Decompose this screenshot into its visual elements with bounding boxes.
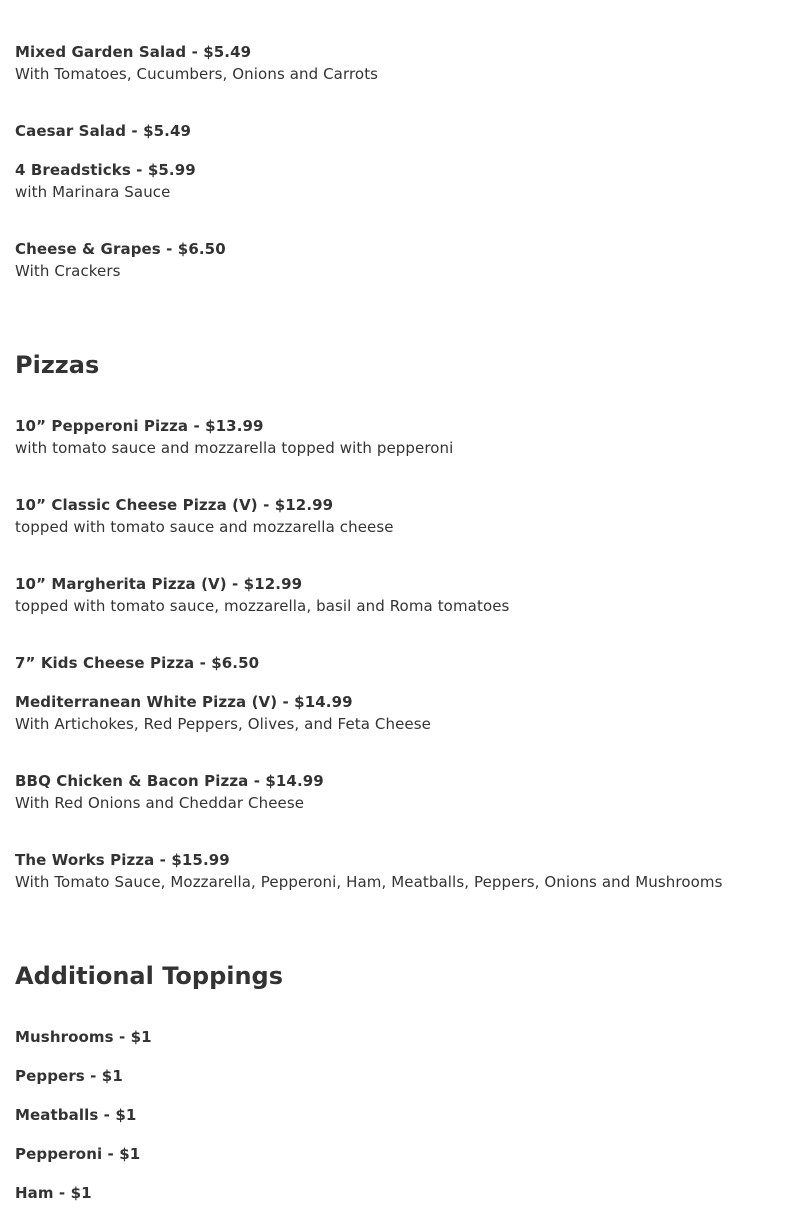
menu-item-description: With Crackers (15, 262, 121, 280)
section-heading-pizzas: Pizzas (15, 351, 100, 379)
topping-item-title: Pepperoni - $1 (15, 1145, 141, 1163)
topping-item-title: Meatballs - $1 (15, 1106, 137, 1124)
section-heading-toppings: Additional Toppings (15, 962, 284, 990)
menu-item-title: 10” Pepperoni Pizza - $13.99 (15, 417, 264, 435)
menu-item-description: With Tomato Sauce, Mozzarella, Pepperoni, Ham, Meatballs, Peppers, Onions and Mushrooms (15, 873, 723, 891)
menu-item-title: 4 Breadsticks - $5.99 (15, 161, 196, 179)
menu-item-description: With Red Onions and Cheddar Cheese (15, 794, 305, 812)
topping-item-title: Peppers - $1 (15, 1067, 123, 1085)
menu-item-title: Mediterranean White Pizza (V) - $14.99 (15, 693, 353, 711)
menu-item-description: topped with tomato sauce and mozzarella cheese (15, 518, 394, 536)
menu-item-description: With Artichokes, Red Peppers, Olives, and Feta Cheese (15, 715, 432, 733)
menu-item-title: BBQ Chicken & Bacon Pizza - $14.99 (15, 772, 324, 790)
menu-item-description: With Tomatoes, Cucumbers, Onions and Carrots (15, 65, 379, 83)
topping-item-title: Ham - $1 (15, 1184, 92, 1202)
menu-item-title: 7” Kids Cheese Pizza - $6.50 (15, 654, 260, 672)
menu-item-description: topped with tomato sauce, mozzarella, basil and Roma tomatoes (15, 597, 510, 615)
menu-item-title: 10” Margherita Pizza (V) - $12.99 (15, 575, 303, 593)
menu-item-description: with tomato sauce and mozzarella topped with pepperoni (15, 439, 454, 457)
menu-item-title: Cheese & Grapes - $6.50 (15, 240, 226, 258)
menu-item-title: The Works Pizza - $15.99 (15, 851, 230, 869)
menu-item-title: Caesar Salad - $5.49 (15, 122, 192, 140)
menu-item-description: with Marinara Sauce (15, 183, 171, 201)
topping-item-title: Mushrooms - $1 (15, 1028, 152, 1046)
menu-item-title: 10” Classic Cheese Pizza (V) - $12.99 (15, 496, 334, 514)
menu-item-title: Mixed Garden Salad - $5.49 (15, 43, 252, 61)
